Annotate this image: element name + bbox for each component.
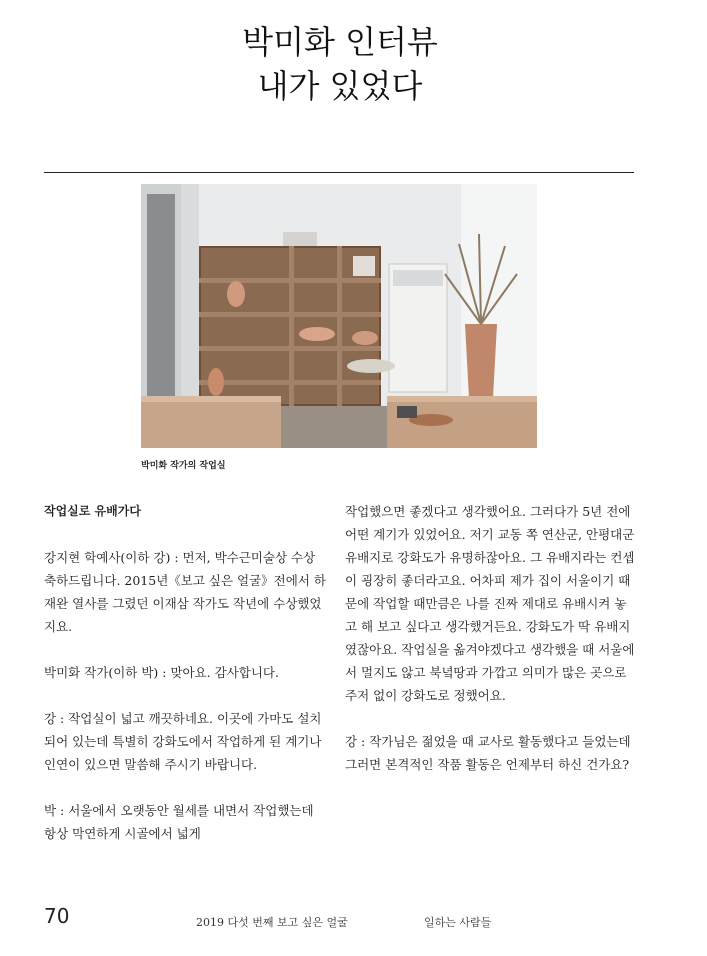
- section-heading: 작업실로 유배가다: [44, 504, 141, 518]
- paragraph: 강지현 학예사(이하 강) : 먼저, 박수근미술상 수상 축하드립니다. 2015년《보고 싶은 얼굴》전에서 하재완 열사를 그렸던 이재삼 작가도 작년에 수상했었지요.: [44, 550, 326, 634]
- article-column-left: [44, 500, 329, 868]
- paragraph: 박 : 서울에서 오랫동안 월세를 내면서 작업했는데 항상 막연하게 시골에서 넓게: [44, 803, 314, 841]
- photo-caption: 박미화 작가의 작업실: [141, 461, 226, 471]
- studio-photo-illustration: [141, 184, 537, 448]
- page-number: 70: [44, 904, 70, 928]
- paragraph: 강 : 작가님은 젊었을 때 교사로 활동했다고 들었는데 그러면 본격적인 작품 활동은 언제부터 하신 건가요?: [345, 734, 631, 772]
- divider: [44, 172, 634, 173]
- title-line-1: 박미화 인터뷰: [242, 23, 438, 61]
- title-line-2: 내가 있었다: [257, 67, 423, 105]
- paragraph: 박미화 작가(이하 박) : 맞아요. 감사합니다.: [44, 665, 279, 680]
- page-title: [0, 20, 680, 108]
- section-title: 일하는 사람들: [424, 916, 492, 929]
- article-column-right: [345, 500, 637, 799]
- publication-title: 2019 다섯 번째 보고 싶은 얼굴: [196, 916, 348, 929]
- studio-photo: [141, 184, 537, 448]
- paragraph: 작업했으면 좋겠다고 생각했어요. 그러다가 5년 전에 어떤 계기가 있었어요. 저기 교동 쪽 연산군, 안평대군 유배지로 강화도가 유명하잖아요. 그 유배지라는 컨셉이 굉장히 좋더라고요. 어차피 제가 집이 서울이기 때문에 작업할 때만큼은 나를 진짜 제대로 유배시켜 놓고 해 보고 싶다고 생각했거든요. 강화도가 딱 유배지였잖아요. 작업실을 옮겨야겠다고 생각했을 때 서울에서 멀지도 않고 북녘땅과 가깝고 의미가 많은 곳으로 주저 없이 강화도로 정했어요.: [345, 504, 635, 703]
- paragraph: 강 : 작업실이 넓고 깨끗하네요. 이곳에 가마도 설치되어 있는데 특별히 강화도에서 작업하게 된 계기나 인연이 있으면 말씀해 주시기 바랍니다.: [44, 711, 322, 772]
